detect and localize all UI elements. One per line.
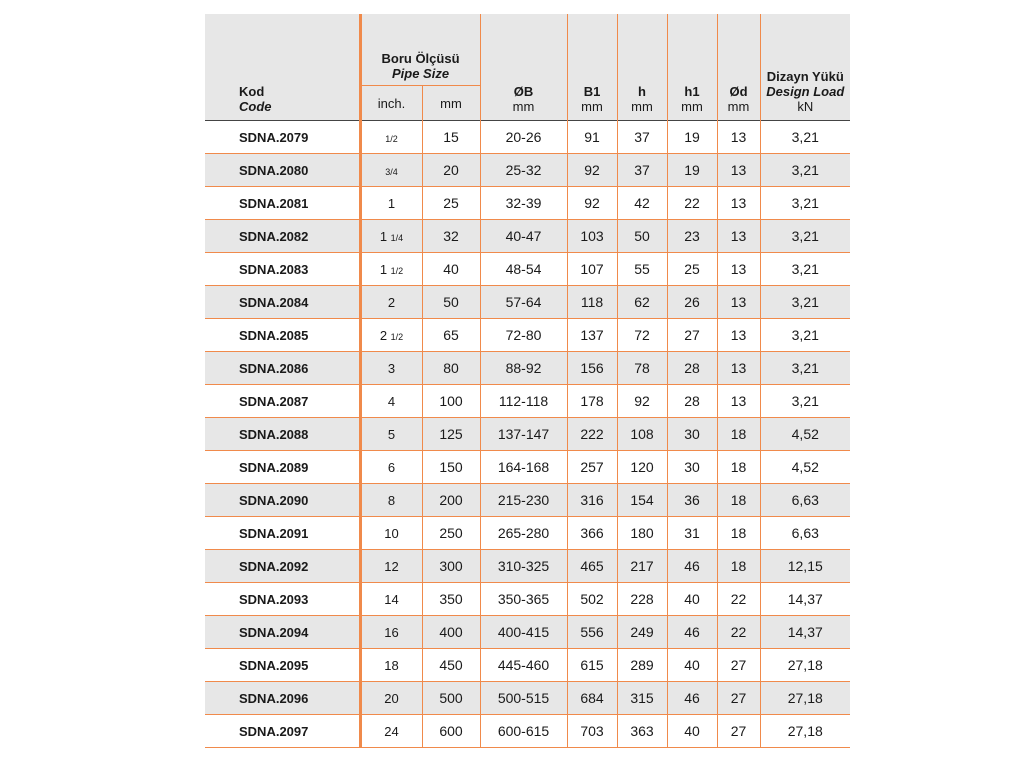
mm-cell: 20 [422,154,480,187]
inch-cell [360,550,422,583]
table-row [205,715,850,748]
ob-cell: 445-460 [480,649,567,682]
inch-header: inch. [360,86,422,121]
b1-cell: 118 [567,286,617,319]
design-load-cell: 4,52 [760,418,850,451]
table-row [205,253,850,286]
inch-whole: 2 [387,294,396,310]
design-load-cell: 3,21 [760,385,850,418]
ob-cell: 88-92 [480,352,567,385]
ob-cell: 265-280 [480,517,567,550]
h1-cell: 30 [667,418,717,451]
mm-cell: 200 [422,484,480,517]
h1-cell: 40 [667,715,717,748]
od-cell: 22 [717,616,760,649]
h1-cell: 36 [667,484,717,517]
mm-cell: 125 [422,418,480,451]
od-cell: 18 [717,484,760,517]
od-cell: 13 [717,253,760,286]
h-cell: 363 [617,715,667,748]
inch-cell [360,121,422,154]
inch-whole: 12 [384,558,399,574]
design-load-cell: 3,21 [760,286,850,319]
mm-cell: 32 [422,220,480,253]
h1-cell: 22 [667,187,717,220]
b1-cell: 156 [567,352,617,385]
h-cell: 50 [617,220,667,253]
ob-cell: 57-64 [480,286,567,319]
od-cell: 13 [717,352,760,385]
table-row [205,286,850,319]
b1-cell: 137 [567,319,617,352]
mm-cell: 400 [422,616,480,649]
od-cell: 18 [717,517,760,550]
ob-cell: 40-47 [480,220,567,253]
inch-cell [360,616,422,649]
inch-cell [360,451,422,484]
b1-cell: 316 [567,484,617,517]
pipe-size-header [360,14,480,86]
mm-header: mm [422,86,480,121]
inch-cell [360,286,422,319]
ob-cell: 500-515 [480,682,567,715]
inch-whole: 20 [384,690,399,706]
code-header [205,14,360,121]
od-cell: 13 [717,121,760,154]
od-cell: 13 [717,385,760,418]
od-header-unit: mm [727,99,750,114]
od-cell: 13 [717,319,760,352]
b1-cell: 703 [567,715,617,748]
design-load-cell: 3,21 [760,154,850,187]
code-cell: SDNA.2081 [205,187,360,220]
code-cell: SDNA.2093 [205,583,360,616]
h1-cell: 40 [667,583,717,616]
b1-cell: 502 [567,583,617,616]
h-cell: 72 [617,319,667,352]
b1-cell: 465 [567,550,617,583]
table-row [205,418,850,451]
h-cell: 108 [617,418,667,451]
h-cell: 180 [617,517,667,550]
h1-cell: 31 [667,517,717,550]
od-cell: 13 [717,187,760,220]
inch-whole: 4 [387,393,396,409]
h-cell: 55 [617,253,667,286]
b1-cell: 91 [567,121,617,154]
mm-cell: 50 [422,286,480,319]
b1-cell: 615 [567,649,617,682]
h-cell: 78 [617,352,667,385]
h-cell: 120 [617,451,667,484]
inch-whole: 6 [387,459,396,475]
h1-cell: 26 [667,286,717,319]
inch-whole: 1 [379,228,388,244]
inch-cell [360,187,422,220]
design-load-cell: 14,37 [760,616,850,649]
ob-cell: 112-118 [480,385,567,418]
table-row [205,583,850,616]
pipe-size-header-en: Pipe Size [391,66,450,81]
h1-cell: 46 [667,550,717,583]
h-cell: 289 [617,649,667,682]
od-cell: 18 [717,550,760,583]
od-header [717,14,760,121]
inch-cell [360,418,422,451]
h-header-unit: mm [631,99,653,114]
code-cell: SDNA.2080 [205,154,360,187]
mm-cell: 500 [422,682,480,715]
design-load-header-unit: kN [797,99,814,114]
h1-header-unit: mm [681,99,703,114]
inch-cell [360,517,422,550]
code-cell: SDNA.2089 [205,451,360,484]
h-cell: 154 [617,484,667,517]
design-load-cell: 27,18 [760,682,850,715]
mm-cell: 80 [422,352,480,385]
mm-cell: 300 [422,550,480,583]
b1-cell: 556 [567,616,617,649]
inch-fraction: 3/4 [385,166,398,177]
inch-cell [360,583,422,616]
inch-cell [360,385,422,418]
h1-cell: 28 [667,385,717,418]
b1-header-label: B1 [583,84,601,99]
h-cell: 228 [617,583,667,616]
table-row [205,682,850,715]
b1-cell: 366 [567,517,617,550]
code-cell: SDNA.2088 [205,418,360,451]
pipe-size-header-tr: Boru Ölçüsü [381,51,460,66]
design-load-cell: 6,63 [760,484,850,517]
inch-fraction: 1/2 [390,331,404,342]
table-row [205,187,850,220]
od-cell: 27 [717,649,760,682]
table-row [205,385,850,418]
inch-cell [360,715,422,748]
design-load-cell: 27,18 [760,715,850,748]
od-cell: 27 [717,682,760,715]
ob-cell: 310-325 [480,550,567,583]
mm-cell: 65 [422,319,480,352]
code-cell: SDNA.2095 [205,649,360,682]
design-load-header [760,14,850,121]
table-header [205,14,850,121]
od-header-label: Ød [729,84,748,99]
h-cell: 217 [617,550,667,583]
inch-whole: 8 [387,492,396,508]
inch-fraction: 1/4 [390,232,404,243]
design-load-cell: 3,21 [760,121,850,154]
code-cell: SDNA.2087 [205,385,360,418]
ob-cell: 400-415 [480,616,567,649]
h1-cell: 28 [667,352,717,385]
code-header-en: Code [239,99,272,114]
od-cell: 27 [717,715,760,748]
h-cell: 92 [617,385,667,418]
code-cell: SDNA.2083 [205,253,360,286]
inch-whole: 5 [387,426,396,442]
inch-cell [360,352,422,385]
header-row-top [205,14,850,86]
h-header [617,14,667,121]
b1-cell: 222 [567,418,617,451]
h1-cell: 30 [667,451,717,484]
code-cell: SDNA.2085 [205,319,360,352]
table-row [205,484,850,517]
design-load-cell: 27,18 [760,649,850,682]
inch-cell [360,154,422,187]
ob-cell: 25-32 [480,154,567,187]
inch-fraction: 1/2 [390,265,404,276]
table-row [205,121,850,154]
od-cell: 18 [717,418,760,451]
h1-header [667,14,717,121]
code-cell: SDNA.2094 [205,616,360,649]
table-row [205,352,850,385]
h-cell: 62 [617,286,667,319]
od-cell: 18 [717,451,760,484]
inch-fraction: 1/2 [385,133,398,144]
h-cell: 315 [617,682,667,715]
code-cell: SDNA.2082 [205,220,360,253]
inch-whole: 16 [384,624,399,640]
design-load-cell: 6,63 [760,517,850,550]
code-cell: SDNA.2086 [205,352,360,385]
table-row [205,220,850,253]
b1-cell: 103 [567,220,617,253]
h1-cell: 46 [667,616,717,649]
code-cell: SDNA.2092 [205,550,360,583]
b1-cell: 178 [567,385,617,418]
ob-cell: 137-147 [480,418,567,451]
code-cell: SDNA.2079 [205,121,360,154]
ob-cell: 215-230 [480,484,567,517]
design-load-cell: 14,37 [760,583,850,616]
design-load-cell: 4,52 [760,451,850,484]
code-cell: SDNA.2096 [205,682,360,715]
design-load-cell: 3,21 [760,253,850,286]
h-cell: 249 [617,616,667,649]
ob-cell: 20-26 [480,121,567,154]
inch-cell [360,484,422,517]
h1-cell: 25 [667,253,717,286]
h1-header-label: h1 [684,84,700,99]
inch-cell [360,649,422,682]
h-cell: 42 [617,187,667,220]
inch-whole: 18 [384,657,399,673]
code-cell: SDNA.2084 [205,286,360,319]
code-cell: SDNA.2091 [205,517,360,550]
design-load-cell: 3,21 [760,352,850,385]
mm-cell: 100 [422,385,480,418]
b1-cell: 684 [567,682,617,715]
inch-whole: 24 [384,723,399,739]
h-header-label: h [638,84,646,99]
table-row [205,319,850,352]
inch-cell [360,253,422,286]
b1-cell: 257 [567,451,617,484]
inch-cell [360,319,422,352]
table-row [205,154,850,187]
ob-cell: 164-168 [480,451,567,484]
table-row [205,550,850,583]
table-row [205,451,850,484]
h-cell: 37 [617,154,667,187]
h-cell: 37 [617,121,667,154]
mm-cell: 15 [422,121,480,154]
ob-cell: 72-80 [480,319,567,352]
table-row [205,616,850,649]
design-load-cell: 3,21 [760,187,850,220]
inch-cell [360,220,422,253]
h1-cell: 19 [667,154,717,187]
design-load-header-en: Design Load [766,84,845,99]
code-cell: SDNA.2090 [205,484,360,517]
mm-cell: 600 [422,715,480,748]
inch-whole: 3 [387,360,396,376]
inch-whole: 1 [379,261,388,277]
h1-cell: 40 [667,649,717,682]
b1-header-unit: mm [581,99,603,114]
ob-cell: 32-39 [480,187,567,220]
table-row [205,649,850,682]
od-cell: 13 [717,286,760,319]
design-load-cell: 12,15 [760,550,850,583]
design-load-cell: 3,21 [760,319,850,352]
h1-cell: 46 [667,682,717,715]
design-load-header-tr: Dizayn Yükü [766,69,844,84]
inch-whole: 10 [384,525,399,541]
mm-cell: 350 [422,583,480,616]
inch-whole: 2 [379,327,388,343]
ob-header-label: ØB [513,84,534,99]
h1-cell: 19 [667,121,717,154]
mm-cell: 150 [422,451,480,484]
b1-cell: 107 [567,253,617,286]
ob-cell: 600-615 [480,715,567,748]
h1-cell: 23 [667,220,717,253]
design-load-cell: 3,21 [760,220,850,253]
mm-cell: 25 [422,187,480,220]
od-cell: 22 [717,583,760,616]
code-header-tr: Kod [239,84,265,99]
od-cell: 13 [717,154,760,187]
inch-whole: 1 [387,195,396,211]
table-row [205,517,850,550]
b1-header [567,14,617,121]
code-cell: SDNA.2097 [205,715,360,748]
mm-cell: 450 [422,649,480,682]
ob-cell: 350-365 [480,583,567,616]
dimension-table [205,14,850,748]
mm-cell: 40 [422,253,480,286]
inch-whole: 14 [384,591,399,607]
od-cell: 13 [717,220,760,253]
ob-cell: 48-54 [480,253,567,286]
mm-cell: 250 [422,517,480,550]
b1-cell: 92 [567,187,617,220]
b1-cell: 92 [567,154,617,187]
ob-header [480,14,567,121]
inch-cell [360,682,422,715]
ob-header-unit: mm [512,99,535,114]
table-body [205,121,850,748]
h1-cell: 27 [667,319,717,352]
product-table [205,14,850,748]
